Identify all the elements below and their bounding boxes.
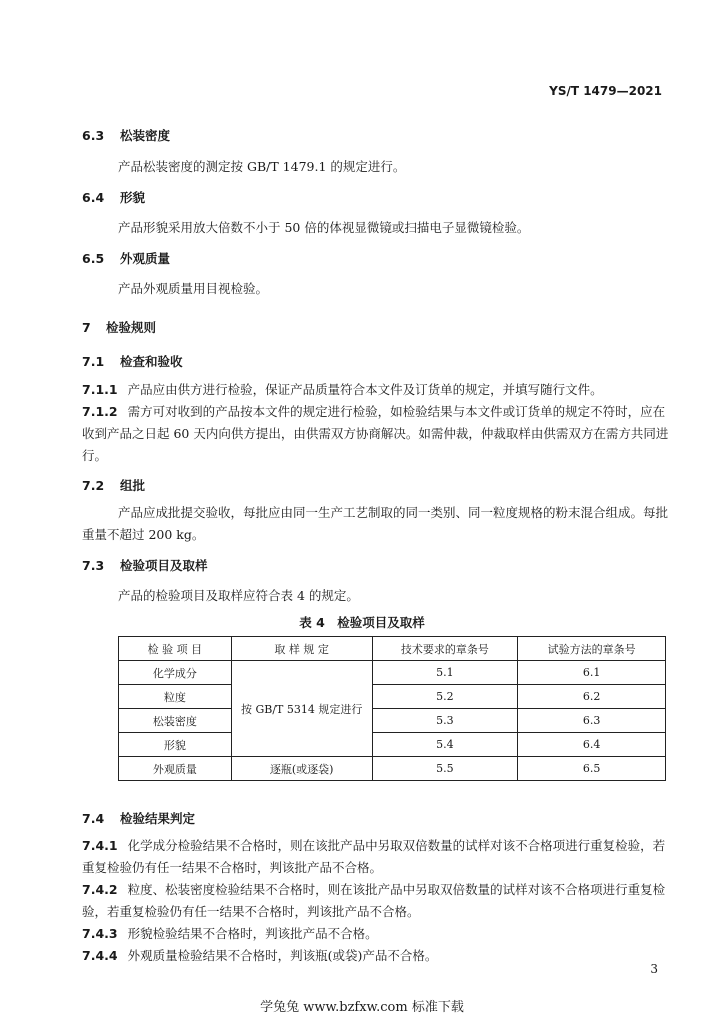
section-6-3-text: 产品松装密度的测定按 GB/T 1479.1 的规定进行。: [118, 159, 406, 174]
header-cell: 技术要求的章条号: [372, 637, 518, 661]
section-number: 6.4: [82, 190, 105, 205]
section-number: 7.1: [82, 354, 105, 369]
table-row: [119, 757, 666, 781]
clause-text: 产品应由供方进行检验，保证产品质量符合本文件及订货单的规定，并填写随行文件。: [127, 382, 603, 397]
section-7-heading: [82, 318, 156, 336]
item-cell: 化学成分: [119, 661, 232, 685]
section-6-5-text: 产品外观质量用目视检验。: [118, 281, 269, 296]
req-cell: 5.3: [372, 709, 518, 733]
method-cell: 6.5: [518, 757, 666, 781]
clause-7-4-3: [82, 923, 670, 945]
section-title: 松装密度: [120, 128, 171, 143]
section-6-4-text: 产品形貌采用放大倍数不小于 50 倍的体视显微镜或扫描电子显微镜检验。: [118, 220, 530, 235]
item-cell: 松装密度: [119, 709, 232, 733]
clause-7-1-1: [82, 379, 670, 401]
section-title: 检验结果判定: [120, 811, 196, 826]
method-cell: 6.1: [518, 661, 666, 685]
standard-code: YS/T 1479—2021: [549, 84, 662, 98]
table-row: [119, 661, 666, 685]
table-row: [119, 709, 666, 733]
section-7-2-heading: [82, 476, 145, 494]
clause-number: 7.4.3: [82, 926, 118, 941]
section-title: 检查和验收: [120, 354, 183, 369]
section-number: 6.3: [82, 128, 105, 143]
req-cell: 5.5: [372, 757, 518, 781]
clause-number: 7.4.1: [82, 838, 118, 853]
page-number: 3: [650, 962, 658, 976]
section-number: 7.4: [82, 811, 105, 826]
clause-7-4-4: [82, 945, 670, 967]
table-row: [119, 685, 666, 709]
clause-text: 粒度、松装密度检验结果不合格时，则在该批产品中另取双倍数量的试样对该不合格项进行重复检验，若重复检验仍有任一结果不合格时，判该批产品不合格。: [82, 882, 666, 919]
clause-number: 7.4.2: [82, 882, 118, 897]
sampling-merged-cell: 按 GB/T 5314 规定进行: [231, 661, 372, 757]
section-title: 组批: [120, 478, 146, 493]
clause-number: 7.1.1: [82, 382, 118, 397]
footer-watermark: 学兔兔 www.bzfxw.com 标准下载: [260, 1000, 464, 1015]
table-row: [119, 733, 666, 757]
clause-text: 形貌检验结果不合格时，判该批产品不合格。: [127, 926, 378, 941]
req-cell: 5.2: [372, 685, 518, 709]
section-7-3-heading: [82, 556, 208, 574]
clause-7-4-1: [82, 835, 670, 879]
section-number: 7.3: [82, 558, 105, 573]
table-header-row: [119, 637, 666, 661]
item-cell: 外观质量: [119, 757, 232, 781]
item-cell: 形貌: [119, 733, 232, 757]
section-title: 形貌: [120, 190, 146, 205]
section-6-3-heading: [82, 126, 170, 144]
clause-text: 外观质量检验结果不合格时，判该瓶(或袋)产品不合格。: [127, 948, 438, 963]
req-cell: 5.1: [372, 661, 518, 685]
section-title: 检验项目及取样: [120, 558, 208, 573]
req-cell: 5.4: [372, 733, 518, 757]
clause-number: 7.4.4: [82, 948, 118, 963]
section-number: 6.5: [82, 251, 105, 266]
section-number: 7.2: [82, 478, 105, 493]
section-6-5-heading: [82, 249, 170, 267]
section-title: 检验规则: [106, 320, 157, 335]
section-number: 7: [82, 320, 91, 335]
header-cell: 检 验 项 目: [119, 637, 232, 661]
section-7-3-text: 产品的检验项目及取样应符合表 4 的规定。: [118, 588, 359, 603]
section-title: 外观质量: [120, 251, 171, 266]
method-cell: 6.2: [518, 685, 666, 709]
clause-text: 需方可对收到的产品按本文件的规定进行检验，如检验结果与本文件或订货单的规定不符时，应在收到产品之日起 60 天内向供方提出，由供需双方协商解决。如需仲裁，仲裁取样由供需双方在需方共同进行。: [82, 404, 669, 463]
header-cell: 取 样 规 定: [231, 637, 372, 661]
method-cell: 6.3: [518, 709, 666, 733]
clause-7-1-2: [82, 401, 670, 467]
section-6-4-heading: [82, 188, 145, 206]
section-7-2-text: 产品应成批提交验收，每批应由同一生产工艺制取的同一类别、同一粒度规格的粉末混合组成。每批重量不超过 200 kg。: [82, 505, 669, 542]
table-4-caption: 表 4 检验项目及取样: [299, 615, 425, 630]
section-7-1-heading: [82, 352, 183, 370]
section-7-4-heading: [82, 809, 195, 827]
clause-text: 化学成分检验结果不合格时，则在该批产品中另取双倍数量的试样对该不合格项进行重复检验，若重复检验仍有任一结果不合格时，判该批产品不合格。: [82, 838, 666, 875]
item-cell: 粒度: [119, 685, 232, 709]
clause-number: 7.1.2: [82, 404, 118, 419]
table-4: [118, 636, 666, 781]
clause-7-4-2: [82, 879, 670, 923]
sampling-cell: 逐瓶(或逐袋): [231, 757, 372, 781]
method-cell: 6.4: [518, 733, 666, 757]
header-cell: 试验方法的章条号: [518, 637, 666, 661]
